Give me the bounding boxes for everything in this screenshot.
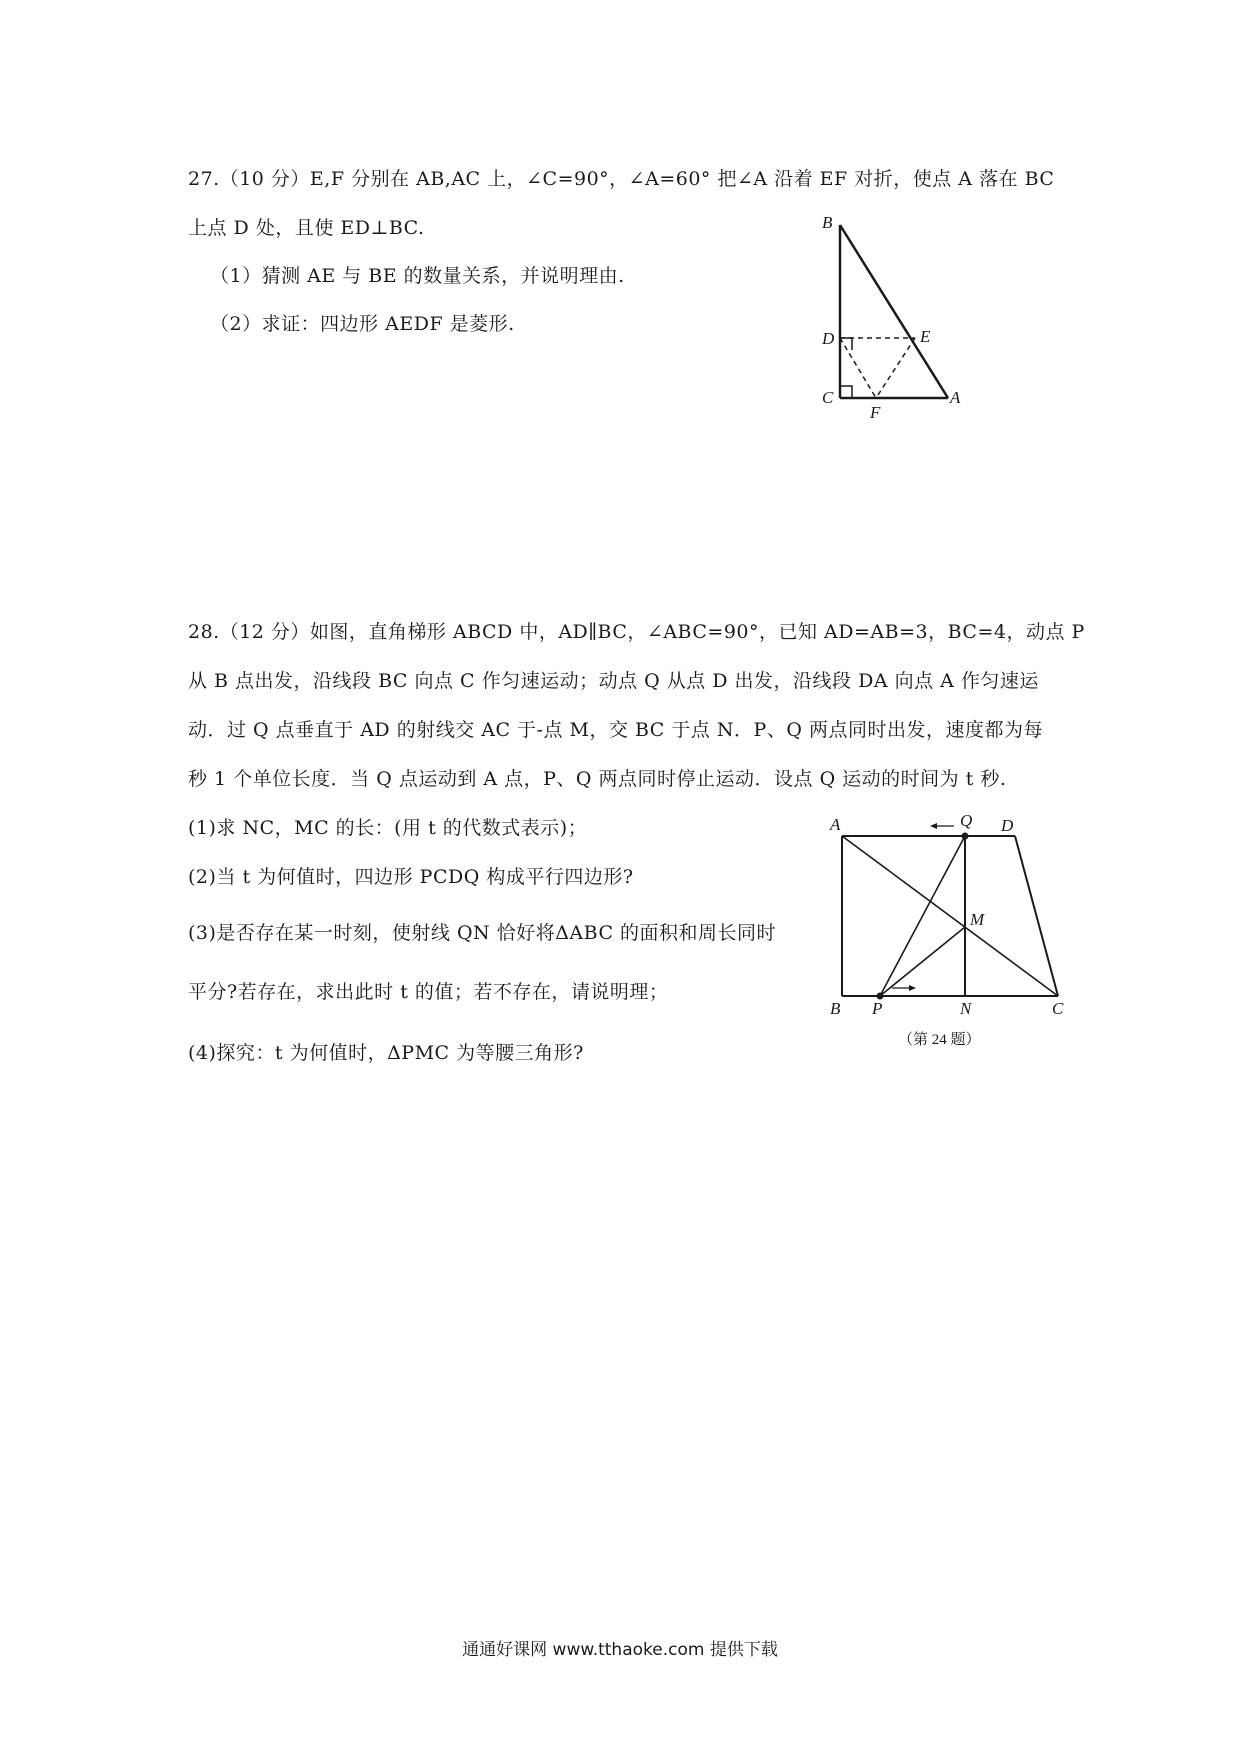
q28-segment-pm xyxy=(880,927,965,996)
q28-label-c: C xyxy=(1052,999,1064,1018)
q28-part-3-cont: 平分?若存在，求出此时 t 的值；若不存在，请说明理； xyxy=(188,981,669,1003)
q27-right-angle-c xyxy=(840,386,852,398)
q28-side-dc xyxy=(1015,836,1058,996)
page-footer: 通通好课网 www.tthaoke.com 提供下载 xyxy=(462,1640,778,1660)
q28-label-p: P xyxy=(872,999,883,1018)
q27-label-f: F xyxy=(870,403,881,422)
q28-part-3: (3)是否存在某一时刻，使射线 QN 恰好将ΔABC 的面积和周长同时 xyxy=(188,922,777,944)
q28-label-a: A xyxy=(830,815,841,834)
q27-figure xyxy=(800,210,990,429)
q28-point-q xyxy=(962,833,969,840)
q27-line-2: 上点 D 处，且使 ED⊥BC. xyxy=(188,217,425,239)
q27-segment-ef xyxy=(876,338,915,398)
q28-figure xyxy=(820,800,1070,1064)
q27-label-c: C xyxy=(822,388,834,407)
q27-label-e: E xyxy=(920,327,931,346)
q28-part-2: (2)当 t 为何值时，四边形 PCDQ 构成平行四边形? xyxy=(188,866,634,888)
q28-line-3: 动．过 Q 点垂直于 AD 的射线交 AC 于-点 M，交 BC 于点 N．P、Q 两点同时出发，速度都为每 xyxy=(188,719,1043,741)
q28-label-n: N xyxy=(960,999,972,1018)
q28-line-2: 从 B 点出发，沿线段 BC 向点 C 作匀速运动；动点 Q 从点 D 出发，沿线段 DA 向点 A 作匀速运 xyxy=(188,670,1039,692)
q28-label-q: Q xyxy=(960,811,973,830)
q28-label-m: M xyxy=(970,910,985,929)
q28-part-4: (4)探究：t 为何值时，ΔPMC 为等腰三角形? xyxy=(188,1042,584,1064)
q28-line-1: 28.（12 分）如图，直角梯形 ABCD 中，AD∥BC，∠ABC=90°，已知 AD=AB=3，BC=4，动点 P xyxy=(188,621,1085,643)
q28-line-4: 秒 1 个单位长度．当 Q 点运动到 A 点，P、Q 两点同时停止运动．设点 Q 运动的时间为 t 秒. xyxy=(188,768,1007,790)
q28-figure-caption: （第 24 题） xyxy=(898,1032,981,1048)
q28-label-b: B xyxy=(830,999,841,1018)
q27-segment-df xyxy=(840,338,876,398)
q27-label-b: B xyxy=(822,213,833,232)
q28-segment-pq xyxy=(880,836,965,996)
q27-part-2: （2）求证：四边形 AEDF 是菱形. xyxy=(210,313,515,335)
q28-part-1: (1)求 NC，MC 的长：(用 t 的代数式表示)； xyxy=(188,817,588,839)
q27-side-ab xyxy=(840,225,948,398)
q27-part-1: （1）猜测 AE 与 BE 的数量关系，并说明理由. xyxy=(210,265,625,287)
q28-label-d: D xyxy=(1001,816,1014,835)
q27-label-d: D xyxy=(822,329,835,348)
q28-arrow-q-head xyxy=(930,823,937,829)
q28-arrow-p-head xyxy=(909,985,916,991)
q27-line-1: 27.（10 分）E,F 分别在 AB,AC 上，∠C=90°，∠A=60° 把∠A 沿着 EF 对折，使点 A 落在 BC xyxy=(188,168,1055,190)
q27-label-a: A xyxy=(950,388,961,407)
q28-diagonal-ac xyxy=(842,836,1058,996)
